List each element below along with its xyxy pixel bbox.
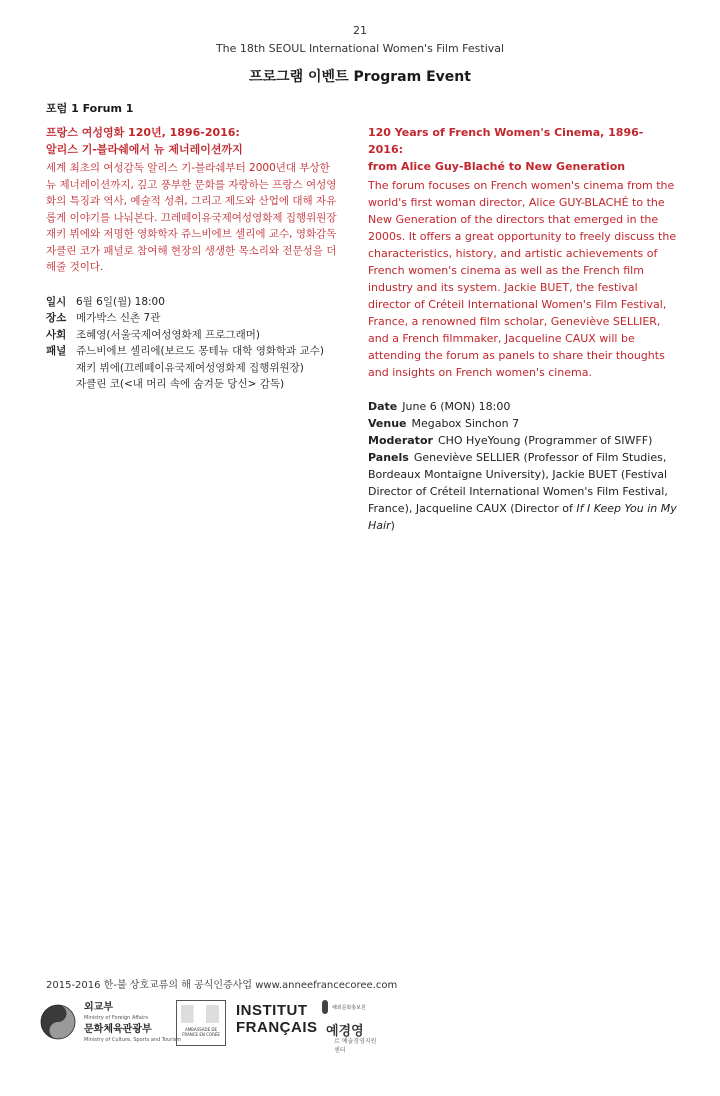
korean-moderator-value: 조혜영(서울국제여성영화제 프로그래머) [76, 328, 260, 341]
english-column [368, 124, 678, 534]
korean-panels-row [46, 343, 342, 360]
korean-date-row [46, 294, 342, 311]
institut-francais-logo [236, 1002, 318, 1036]
page-number: 21 [353, 24, 367, 37]
festival-name: The 18th SEOUL International Women's Film Festival [215, 42, 505, 55]
korea-arts-logo [322, 998, 382, 1054]
english-panels-label: Panels [368, 451, 409, 464]
english-moderator-value: CHO HyeYoung (Programmer of SIWFF) [437, 434, 653, 447]
english-venue-label: Venue [368, 417, 407, 430]
korean-panel-2: 재키 뷔에(끄레떼이유국제여성영화제 집행위원장) [76, 361, 304, 374]
korea-arts-sub-text: 르 예술경영지원센터 [334, 1038, 377, 1054]
korean-panel-1: 쥬느비에브 셀리에(보르도 몽테뉴 대학 영화학과 교수) [76, 345, 325, 357]
korean-panels-label: 패널 [46, 345, 67, 357]
korean-moderator-row [46, 327, 342, 344]
korean-title-line1: 프랑스 여성영화 120년, 1896-2016: [46, 126, 240, 139]
english-date-row [368, 398, 678, 415]
footer-logos [40, 996, 460, 1056]
marianne-flag-icon [181, 1005, 219, 1023]
korean-panel-3: 자클린 코(<내 머리 속에 숨겨둔 당신> 감독) [76, 378, 285, 390]
english-moderator-row [368, 432, 678, 449]
korean-venue-label: 장소 [46, 312, 67, 324]
page-title: 프로그램 이벤트 Program Event [249, 69, 471, 85]
english-date-value: June 6 (MON) 18:00 [402, 400, 511, 413]
korean-column [46, 124, 342, 393]
english-description: The forum focuses on French women's cinema from the world's first woman director, Alice GUY-BLACHÉ to the New Generation of the directors that emerged in the 2000s. It offers a great opportunity to freely discuss the characteristics, history, and artistic achievements of French women's cinema as well as the French film industry and its system. Jackie BUET, the festival director of Créteil International Women's Film Festival, France, a renowned film scholar, Geneviève SELLIER, and a French filmmaker, Jacqueline CAUX will be attending the forum as panels to share their thoughts and insights on French women's cinema. [368, 179, 677, 379]
korean-title [46, 124, 342, 158]
institut-francais-line2: FRANÇAIS [236, 1019, 318, 1036]
english-date-label: Date [368, 400, 398, 413]
english-title-line2: from Alice Guy-Blaché to New Generation [368, 160, 626, 173]
korea-arts-small-text: 해외문화홍보원 [332, 1005, 366, 1011]
footer-text: 2015-2016 한-불 상호교류의 해 공식인증사업 www.anneefrancecoree.com [46, 980, 398, 991]
gov-line2-en: Ministry of Culture, Sports and Tourism [84, 1037, 182, 1043]
taegeuk-logo-icon [40, 1004, 76, 1040]
korean-moderator-label: 사회 [46, 328, 67, 341]
english-panels-end: ) [390, 519, 395, 532]
korean-venue-row [46, 310, 342, 327]
english-info [368, 398, 678, 534]
korean-info [46, 294, 342, 393]
english-venue-value: Megabox Sinchon 7 [411, 417, 520, 430]
english-panels-value: Geneviève SELLIER (Professor of Film Studies, Bordeaux Montaigne University), Jackie BUET (Festival Director of Créteil International Women's Film Festival, France), Jacqueline CAUX (Director of [368, 451, 668, 515]
government-logo-text [84, 1002, 181, 1046]
gov-line1: 외교부 [84, 1002, 113, 1013]
english-title-line1: 120 Years of French Women's Cinema, 1896-2016: [368, 126, 644, 156]
korean-description: 세계 최초의 여성감독 알리스 기-블라쉐부터 2000년대 부상한 뉴 제너레이션까지, 깊고 풍부한 문화를 자랑하는 프랑스 여성영화의 특징과 역사, 예술적 성취, 그리고 제도와 산업에 대해 자유롭게 이야기를 나눠본다. 끄레떼이유국제여성영화제 집행위원장 재키 뷔에와 저명한 영화학자 쥬느비에브 셀리에 교수, 영화감독 자클린 코가 패널로 참여해 현장의 생생한 목소리와 전문성을 더해줄 것이다. [46, 162, 337, 273]
korea-arts-mark-icon [322, 1000, 328, 1014]
korean-venue-value: 메가박스 신촌 7관 [76, 312, 161, 324]
english-film-title: If I Keep You in My Hair [368, 502, 677, 532]
english-title [368, 124, 678, 175]
english-venue-row [368, 415, 678, 432]
korean-date-label: 일시 [46, 295, 67, 308]
forum-label: 포럼 1 Forum 1 [46, 102, 134, 115]
gov-line2: 문화체육관광부 [84, 1024, 152, 1035]
french-republic-logo [176, 1000, 226, 1046]
english-moderator-label: Moderator [368, 434, 433, 447]
korea-arts-big-text: 예경영 [326, 1024, 364, 1039]
english-panels-row [368, 449, 678, 534]
french-embassy-text: AMBASSADE DE FRANCE EN CORÉE [182, 1027, 220, 1037]
korean-date-value: 6월 6일(월) 18:00 [76, 295, 165, 308]
institut-francais-line1: INSTITUT [236, 1002, 308, 1019]
gov-line1-en: Ministry of Foreign Affairs [84, 1015, 148, 1021]
korean-title-line2: 알리스 기-블라쉐에서 뉴 제너레이션까지 [46, 143, 243, 156]
